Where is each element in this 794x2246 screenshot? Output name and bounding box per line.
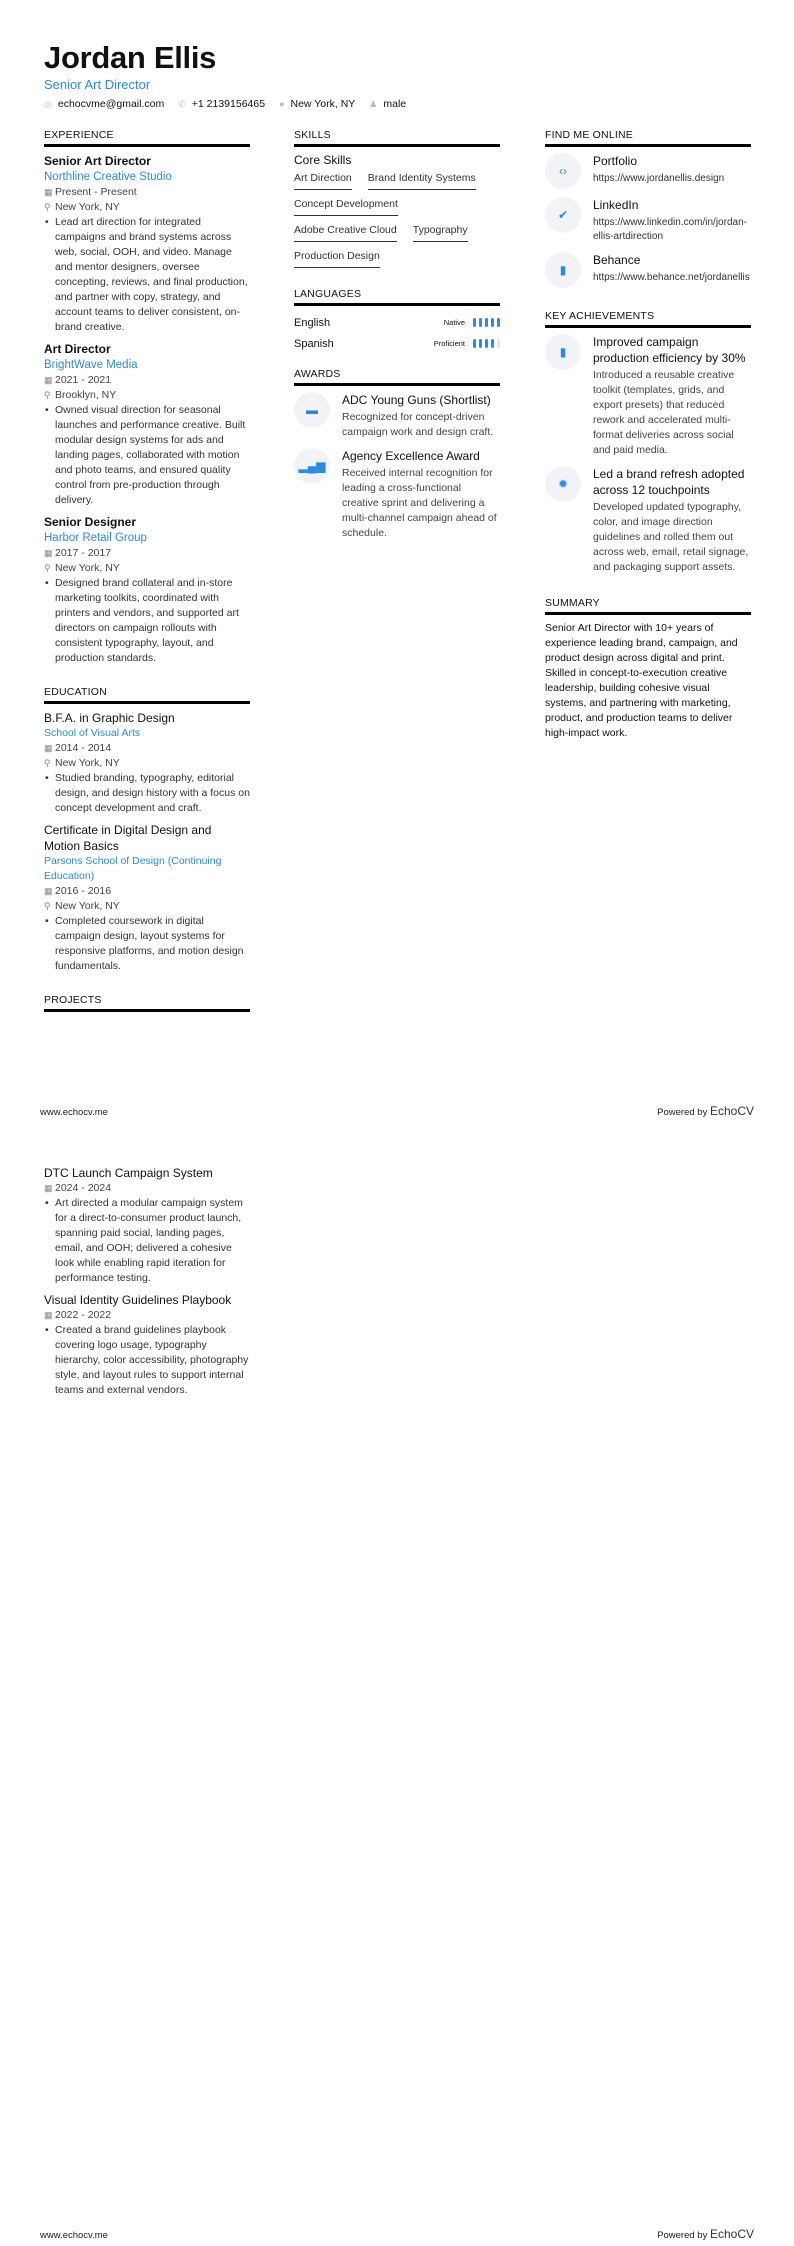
summary-text: Senior Art Director with 10+ years of experience leading brand, campaign, and product design across digital and print. Skilled in concept-to-execution creative leadership, building cohesive visual systems, and partnering with marketing, product, and production teams to deliver high-impact work. bbox=[545, 622, 738, 739]
skill-tag: Adobe Creative Cloud bbox=[294, 222, 397, 242]
company-name: Northline Creative Studio bbox=[44, 171, 172, 183]
footer-brand: EchoCV bbox=[709, 2227, 754, 2241]
achievement-item-title: Led a brand refresh adopted across 12 touchpoints bbox=[593, 467, 745, 497]
left-column bbox=[44, 129, 250, 1018]
gear-icon: ✹ bbox=[545, 466, 581, 502]
job-location: ⚲ New York, NY bbox=[44, 562, 120, 574]
school: School of Visual Arts bbox=[44, 727, 141, 739]
achievement-item bbox=[545, 334, 751, 458]
job-role: Art Director bbox=[44, 342, 111, 356]
footer-brand: EchoCV bbox=[709, 1104, 754, 1118]
score-dot bbox=[491, 318, 494, 327]
language-row bbox=[294, 312, 500, 333]
profile-label: Behance bbox=[593, 253, 641, 267]
score-dot bbox=[473, 339, 476, 348]
calendar-icon: ▦ bbox=[44, 187, 53, 197]
profile-url[interactable]: https://www.jordanellis.design bbox=[593, 173, 725, 184]
footer bbox=[40, 1104, 754, 1118]
achievement-item-title: Improved campaign production efficiency by 30% bbox=[593, 335, 746, 365]
job-location: ⚲ Brooklyn, NY bbox=[44, 389, 117, 401]
job-dates: ▦ 2017 - 2017 bbox=[44, 547, 112, 559]
section-awards: AWARDS bbox=[294, 368, 500, 386]
education-entry bbox=[44, 710, 250, 816]
calendar-icon: ▦ bbox=[44, 375, 53, 385]
contact-phone: ✆ +1 2139156465 bbox=[178, 98, 266, 110]
phone-icon: ✆ bbox=[178, 99, 186, 109]
calendar-icon: ▦ bbox=[44, 743, 53, 753]
location-icon: ● bbox=[279, 99, 285, 109]
degree: B.F.A. in Graphic Design bbox=[44, 711, 175, 725]
company-name: Harbor Retail Group bbox=[44, 532, 147, 544]
language-level: Proficient bbox=[433, 339, 465, 348]
online-profile bbox=[545, 252, 751, 288]
contact-gender: ♟ male bbox=[369, 98, 407, 110]
section-achievements: KEY ACHIEVEMENTS bbox=[545, 310, 751, 328]
online-profile bbox=[545, 153, 751, 189]
footer-powered: Powered by EchoCV bbox=[657, 1104, 754, 1118]
score-dot bbox=[491, 339, 494, 348]
project-dates: ▦ 2024 - 2024 bbox=[44, 1182, 112, 1194]
location-pin-icon: ⚲ bbox=[44, 390, 51, 400]
job-role: Senior Designer bbox=[44, 515, 137, 529]
score-dot bbox=[479, 339, 482, 348]
section-projects: PROJECTS bbox=[44, 994, 250, 1012]
location-pin-icon: ⚲ bbox=[44, 563, 51, 573]
person-icon: ♟ bbox=[369, 99, 378, 109]
contact-email: ◎ echocvme@gmail.com bbox=[44, 98, 165, 110]
middle-column bbox=[294, 129, 500, 549]
edu-location: ⚲ New York, NY bbox=[44, 757, 120, 769]
award-item-desc: Received internal recognition for leading a cross-functional creative sprint and delivering a multi-channel campaign ahead of schedule. bbox=[342, 467, 497, 539]
skill-group-title: Core Skills bbox=[294, 153, 352, 167]
experience-entry bbox=[44, 514, 250, 666]
location-pin-icon: ⚲ bbox=[44, 202, 51, 212]
code-icon: ‹› bbox=[545, 153, 581, 189]
edu-location: ⚲ New York, NY bbox=[44, 900, 120, 912]
profile-label: Portfolio bbox=[593, 154, 638, 168]
online-profile bbox=[545, 197, 751, 244]
score-dot bbox=[497, 318, 500, 327]
skill-tag: Art Direction bbox=[294, 170, 352, 190]
project-bullet: • Created a brand guidelines playbook covering logo usage, typography hierarchy, color accessibility, photography style, and layout rules to support internal teams and external vendors. bbox=[44, 1323, 250, 1398]
section-online: FIND ME ONLINE bbox=[545, 129, 751, 147]
job-dates: ▦ 2021 - 2021 bbox=[44, 374, 112, 386]
calendar-icon: ▦ bbox=[44, 1183, 53, 1193]
section-skills: SKILLS bbox=[294, 129, 500, 147]
degree: Certificate in Digital Design and Motion Basics bbox=[44, 823, 212, 853]
skill-tag: Brand Identity Systems bbox=[368, 170, 476, 190]
calendar-icon: ▦ bbox=[44, 1310, 53, 1320]
calendar-icon: ▦ bbox=[44, 548, 53, 558]
project-entry bbox=[44, 1165, 250, 1286]
score-dot bbox=[479, 318, 482, 327]
education-entry bbox=[44, 822, 250, 974]
achievement-item-desc: Developed updated typography, color, and image direction guidelines and rolled them out across web, email, retail signage, and packaging support assets. bbox=[593, 501, 749, 573]
right-column bbox=[545, 129, 751, 741]
location-pin-icon: ⚲ bbox=[44, 758, 51, 768]
projects-list bbox=[44, 1165, 250, 1404]
edu-dates: ▦ 2016 - 2016 bbox=[44, 885, 112, 897]
card-icon: ▬ bbox=[294, 392, 330, 428]
profile-url[interactable]: https://www.linkedin.com/in/jordan-ellis-artdirection bbox=[593, 217, 747, 242]
project-name: Visual Identity Guidelines Playbook bbox=[44, 1293, 232, 1307]
job-location: ⚲ New York, NY bbox=[44, 201, 120, 213]
award-item bbox=[294, 448, 500, 541]
job-dates: ▦ Present - Present bbox=[44, 186, 137, 198]
job-bullet: • Designed brand collateral and in-store marketing toolkits, coordinated with printers and vendors, and supported art directors on campaign rollouts with consistent typography, layout, and production standards. bbox=[44, 576, 250, 666]
company-name: BrightWave Media bbox=[44, 359, 138, 371]
contact-location: ● New York, NY bbox=[279, 98, 356, 110]
skill-tag: Typography bbox=[413, 222, 468, 242]
document-icon: ▮ bbox=[545, 334, 581, 370]
profile-label: LinkedIn bbox=[593, 198, 639, 212]
section-education: EDUCATION bbox=[44, 686, 250, 704]
edu-bullet: • Completed coursework in digital campaign design, layout systems for responsive platforms, and motion design fundamentals. bbox=[44, 914, 250, 974]
language-level: Native bbox=[443, 318, 465, 327]
bar-chart-icon: ▂▄▆ bbox=[294, 448, 330, 484]
footer-page-2 bbox=[40, 2227, 754, 2241]
achievement-item bbox=[545, 466, 751, 575]
award-item-title: ADC Young Guns (Shortlist) bbox=[342, 393, 491, 407]
edu-bullet: • Studied branding, typography, editorial design, and design history with a focus on concept development and craft. bbox=[44, 771, 250, 816]
project-entry bbox=[44, 1292, 250, 1398]
page-2 bbox=[0, 1123, 794, 2246]
footer-site-link[interactable]: www.echocv.me bbox=[40, 2230, 108, 2241]
language-score bbox=[473, 339, 500, 348]
job-role: Senior Art Director bbox=[44, 154, 151, 168]
at-icon: ◎ bbox=[44, 99, 52, 109]
skill-tag: Concept Development bbox=[294, 196, 398, 216]
job-bullet: • Owned visual direction for seasonal launches and performance creative. Built modular design systems for ads and landing pages, collaborated with motion and photo teams, and ensured quality control from pre-production through delivery. bbox=[44, 403, 250, 508]
job-bullet: • Lead art direction for integrated campaigns and brand systems across web, social, OOH, and video. Manage and mentor designers, oversee concepting, reviews, and final production, and partner with copy, strategy, and account teams to deliver consistent, on-brand creative. bbox=[44, 215, 250, 335]
achievement-item-desc: Introduced a reusable creative toolkit (templates, grids, and export presets) that reduced rework and accelerated multi-format deliveries across social and paid media. bbox=[593, 369, 735, 456]
score-dot bbox=[497, 339, 500, 348]
language-name: English bbox=[294, 316, 331, 329]
candidate-title: Senior Art Director bbox=[44, 77, 151, 92]
file-icon: ▮ bbox=[545, 252, 581, 288]
footer-powered: Powered by EchoCV bbox=[657, 2227, 754, 2241]
edu-dates: ▦ 2014 - 2014 bbox=[44, 742, 112, 754]
section-languages: LANGUAGES bbox=[294, 288, 500, 306]
award-item-desc: Recognized for concept-driven campaign work and design craft. bbox=[342, 411, 494, 438]
score-dot bbox=[473, 318, 476, 327]
location-pin-icon: ⚲ bbox=[44, 901, 51, 911]
profile-url[interactable]: https://www.behance.net/jordanellis bbox=[593, 272, 750, 283]
project-bullet: • Art directed a modular campaign system for a direct-to-consumer product launch, spanning paid social, landing pages, email, and OOH; delivered a cohesive look while enabling rapid iteration for performance testing. bbox=[44, 1196, 250, 1286]
section-summary: SUMMARY bbox=[545, 597, 751, 615]
score-dot bbox=[485, 318, 488, 327]
language-score bbox=[473, 318, 500, 327]
check-badge-icon: ✔ bbox=[545, 197, 581, 233]
score-dot bbox=[485, 339, 488, 348]
school: Parsons School of Design (Continuing Education) bbox=[44, 855, 222, 882]
footer-site-link[interactable]: www.echocv.me bbox=[40, 1107, 108, 1118]
language-row bbox=[294, 333, 500, 354]
project-dates: ▦ 2022 - 2022 bbox=[44, 1309, 112, 1321]
section-experience: EXPERIENCE bbox=[44, 129, 250, 147]
skill-tag: Production Design bbox=[294, 248, 380, 268]
contact-bar bbox=[44, 98, 406, 110]
award-item bbox=[294, 392, 500, 440]
experience-entry bbox=[44, 153, 250, 335]
project-name: DTC Launch Campaign System bbox=[44, 1166, 213, 1180]
calendar-icon: ▦ bbox=[44, 886, 53, 896]
language-name: Spanish bbox=[294, 337, 334, 350]
award-item-title: Agency Excellence Award bbox=[342, 449, 480, 463]
experience-entry bbox=[44, 341, 250, 508]
candidate-name: Jordan Ellis bbox=[44, 40, 217, 75]
